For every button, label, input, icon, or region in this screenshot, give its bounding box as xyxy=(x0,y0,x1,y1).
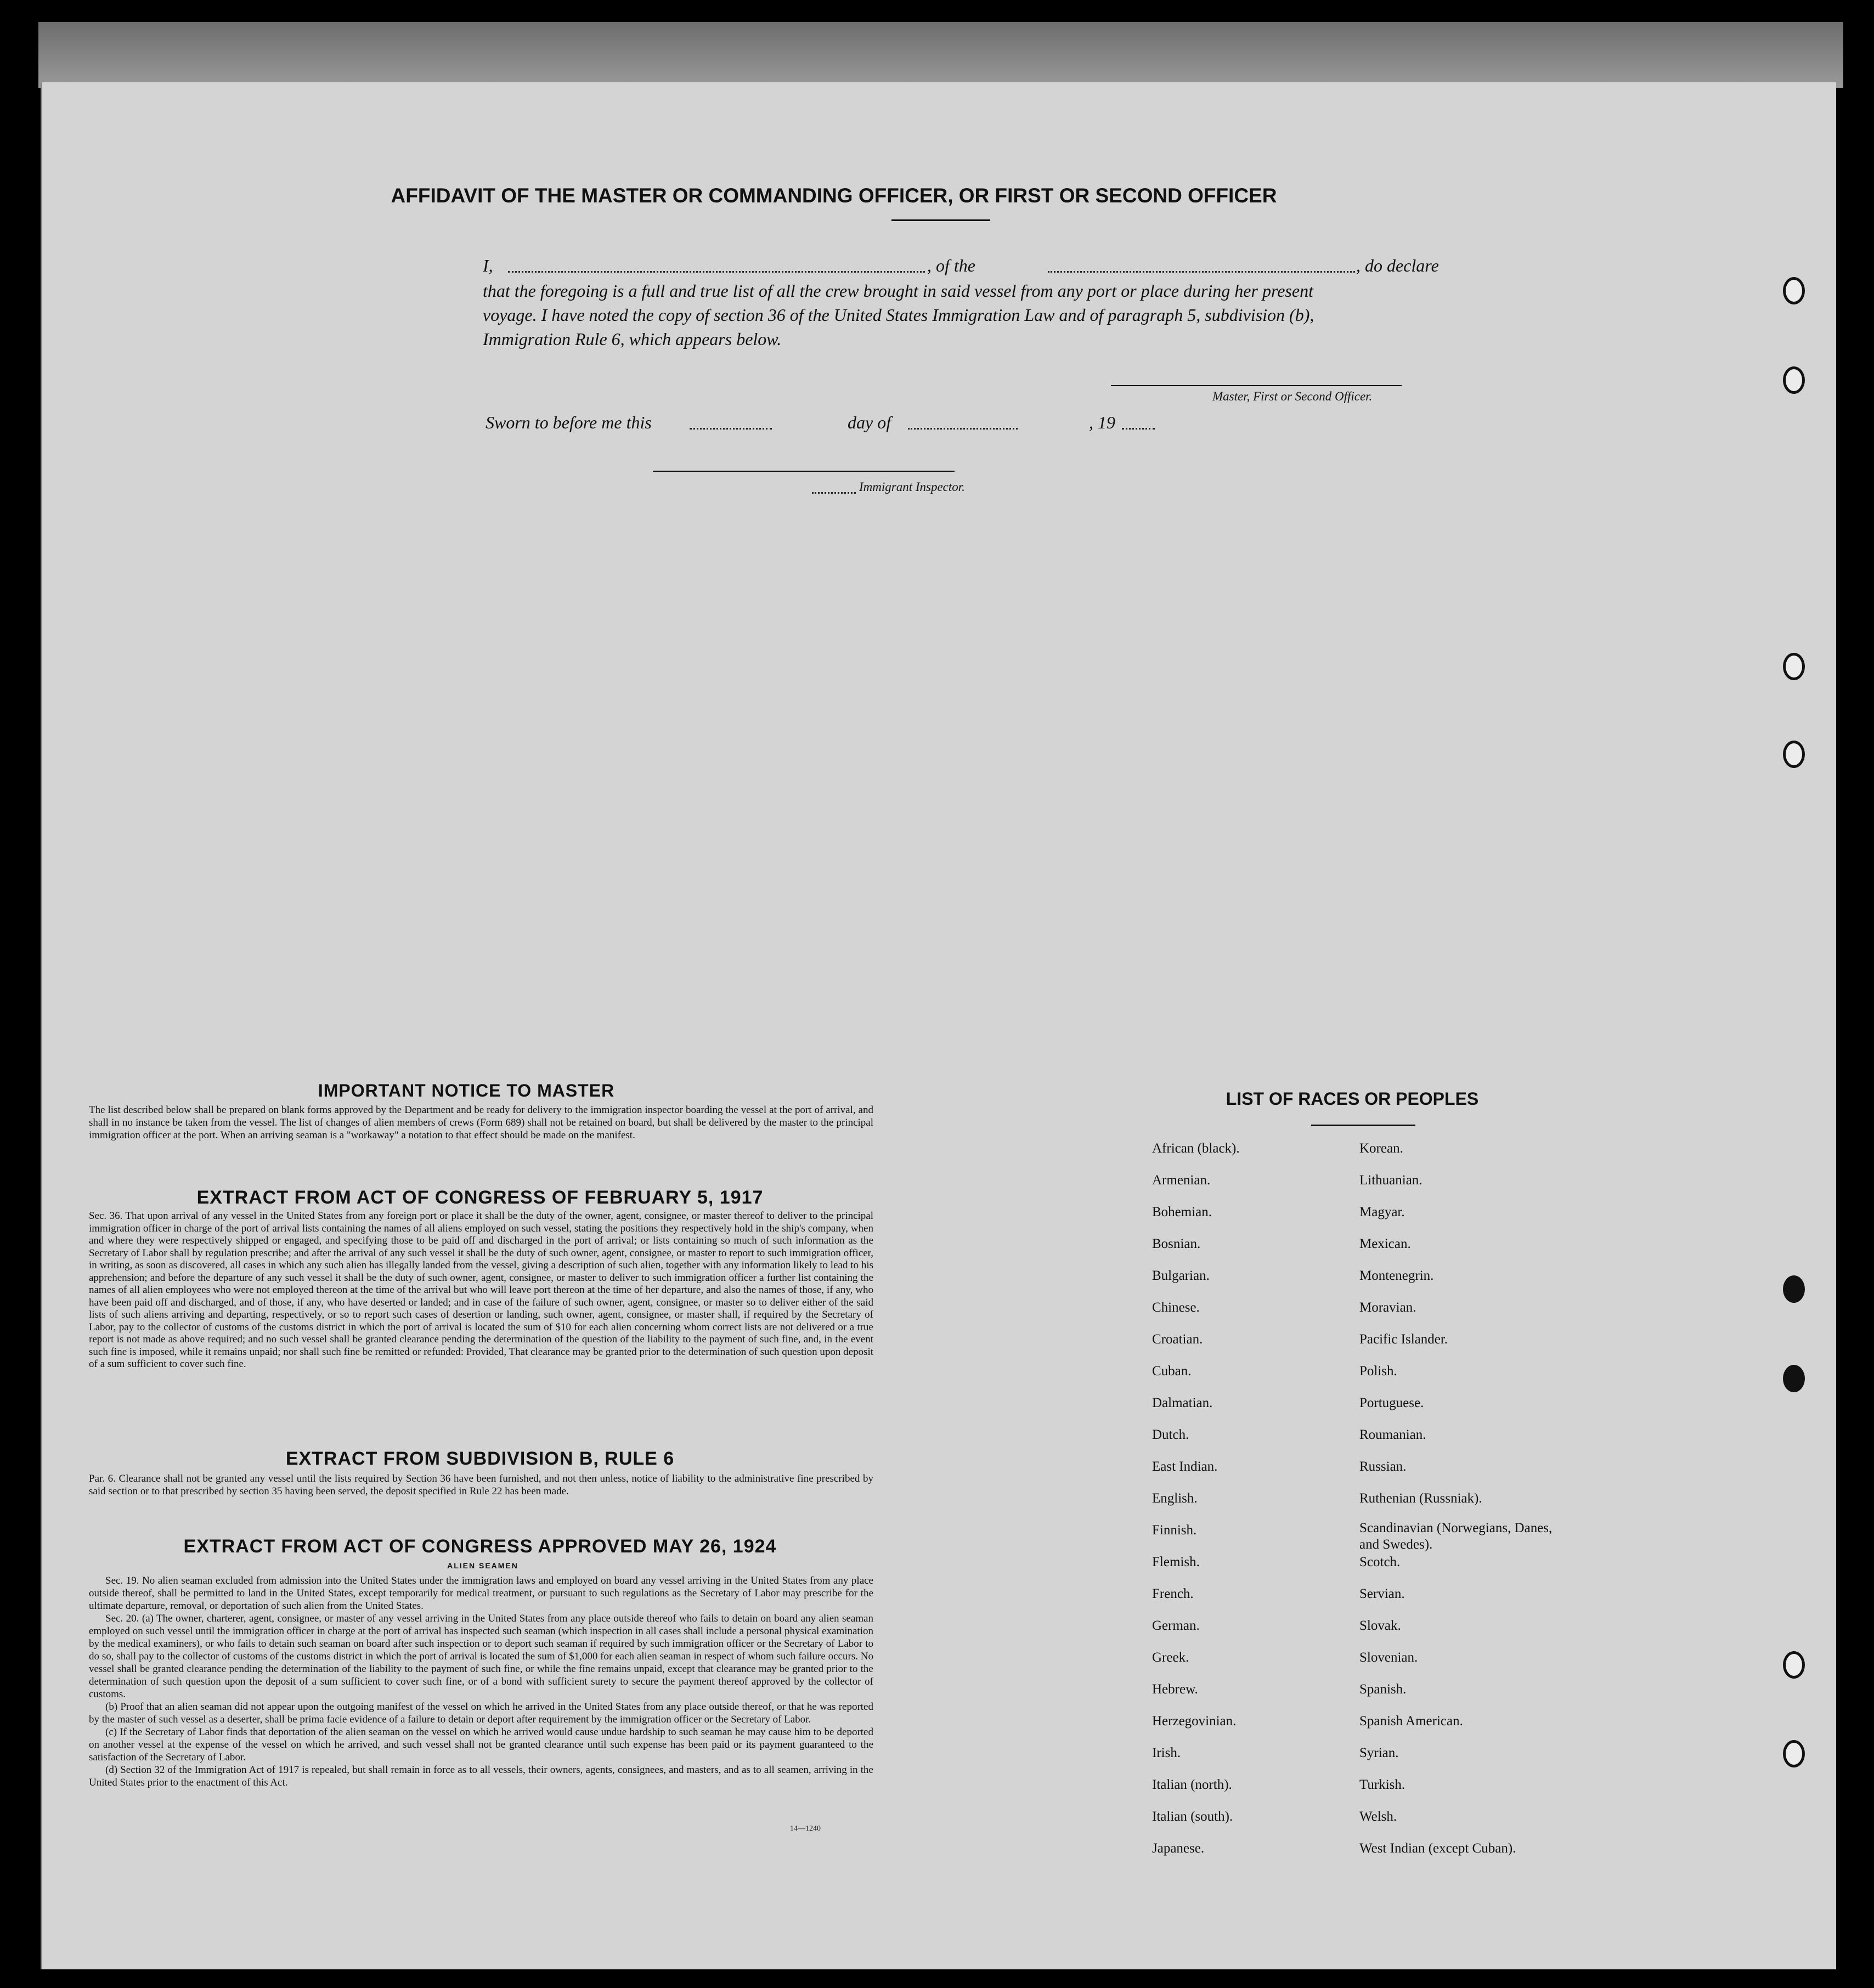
form-number: 14—1240 xyxy=(790,1825,821,1833)
punch-hole-icon xyxy=(1783,1365,1805,1392)
sworn-year-field[interactable] xyxy=(1122,428,1155,430)
master-signature-label: Master, First or Second Officer. xyxy=(1212,389,1373,403)
notice-title: IMPORTANT NOTICE TO MASTER xyxy=(318,1081,615,1100)
race-item: Russian. xyxy=(1359,1459,1407,1474)
race-item: Welsh. xyxy=(1359,1809,1397,1824)
race-item: Korean. xyxy=(1359,1141,1403,1156)
sec-20-c: (c) If the Secretary of Labor finds that deportation of the alien seaman on the vessel on which he arrived would cause undue hardship to such seaman he may cause him to be deported on another vessel at the expense of the vessel on which he arrived, and such vessel shall not be granted clearance until such expense has been paid or its payment guaranteed to the satisfaction of the Secretary of Labor. xyxy=(89,1726,873,1763)
name-field[interactable] xyxy=(508,271,925,273)
race-item: Mexican. xyxy=(1359,1236,1411,1251)
race-item: Dalmatian. xyxy=(1152,1396,1213,1410)
race-item: East Indian. xyxy=(1152,1459,1218,1474)
inspector-label-text: Immigrant Inspector. xyxy=(859,480,965,494)
punch-hole-icon xyxy=(1783,1275,1805,1303)
races-right-column xyxy=(1359,1133,1568,1865)
race-item: Turkish. xyxy=(1359,1777,1406,1792)
race-item: Scandinavian (Norwegians, Danes, and Swedes). xyxy=(1359,1521,1553,1552)
sec-19: Sec. 19. No alien seaman excluded from admission into the United States under the immigration laws and employed on board any vessel arriving in the United States from any place outside thereof, shall be permitted to land in the United States, except temporarily for medical treatment, or pursuant to such regulations as the Secretary of Labor may prescribe for the ultimate departure, removal, or deportation of such alien from the United States. xyxy=(89,1575,873,1612)
race-item: Armenian. xyxy=(1152,1173,1211,1188)
declaration-name-line xyxy=(483,253,1459,278)
extract-1917-title: EXTRACT FROM ACT OF CONGRESS OF FEBRUARY 5, 1917 xyxy=(196,1187,764,1208)
race-item: English. xyxy=(1152,1491,1198,1506)
of-the-label: , of the xyxy=(927,256,975,275)
vessel-field[interactable] xyxy=(1048,271,1355,273)
race-item: Syrian. xyxy=(1359,1746,1399,1760)
race-item: Cuban. xyxy=(1152,1364,1192,1379)
inspector-label xyxy=(812,480,965,494)
punch-hole-icon xyxy=(1783,277,1805,304)
race-item: Bohemian. xyxy=(1152,1205,1212,1219)
race-item: Pacific Islander. xyxy=(1359,1332,1448,1347)
year-label: , 19 xyxy=(1089,413,1115,432)
punch-hole-icon xyxy=(1783,741,1805,768)
race-item: Italian (south). xyxy=(1152,1809,1233,1824)
races-title: LIST OF RACES OR PEOPLES xyxy=(1226,1089,1479,1109)
race-item: Lithuanian. xyxy=(1359,1173,1423,1188)
underlying-page-edge xyxy=(38,22,1843,88)
punch-hole-icon xyxy=(1783,653,1805,680)
declaration-line-1: that the foregoing is a full and true list of all the crew brought in said vessel from any port or place during her present xyxy=(483,281,1313,301)
race-item: Bosnian. xyxy=(1152,1236,1201,1251)
race-item: Dutch. xyxy=(1152,1427,1189,1442)
race-item: Italian (north). xyxy=(1152,1777,1232,1792)
sec-20-a: Sec. 20. (a) The owner, charterer, agent, consignee, or master of any vessel arriving in the United States from any place outside thereof who fails to detain on board any alien seaman employed on such vessel until the immigration officer in charge at the port of arrival has inspected such seaman (which inspection in all cases shall include a personal physical examination by the medical examiners), or who fails to detain such seaman on board after such inspection or to deport such seaman if required by such immigration officer or the Secretary of Labor to do so, shall pay to the collector of customs of the customs district in which the port of arrival is located the sum of $1,000 for each alien seaman in respect of whom such failure occurs. No vessel shall be granted clearance pending the determination of the liability to the payment of such fine, or while the fine remains unpaid, except that clearance may be granted prior to the determination of such question upon the deposit of a sum sufficient to cover such fine, or of a bond with sufficient surety to secure the payment thereof approved by the collector of customs. xyxy=(89,1613,873,1700)
rule6-title: EXTRACT FROM SUBDIVISION B, RULE 6 xyxy=(285,1448,675,1469)
race-item: Finnish. xyxy=(1152,1523,1197,1538)
declaration-line-3: Immigration Rule 6, which appears below. xyxy=(483,329,782,349)
notice-body: The list described below shall be prepared on blank forms approved by the Department and be ready for delivery to the immigration inspector boarding the vessel at the port of arrival, and shall in no instance be taken from the vessel. The list of changes of alien members of crews (Form 689) shall not be retained on board, but shall be delivered by the master to the principal immigration officer at the port. When an arriving seaman is a "workaway" a notation to that effect should be made on the manifest. xyxy=(89,1104,873,1141)
race-item: Croatian. xyxy=(1152,1332,1203,1347)
sworn-line xyxy=(486,410,1199,434)
race-item: Servian. xyxy=(1359,1586,1405,1601)
race-item: German. xyxy=(1152,1618,1200,1633)
race-item: Chinese. xyxy=(1152,1300,1200,1315)
race-item: Herzegovinian. xyxy=(1152,1714,1237,1729)
sworn-day-field[interactable] xyxy=(690,428,772,430)
punch-hole-icon xyxy=(1783,366,1805,394)
sworn-month-field[interactable] xyxy=(908,428,1018,430)
races-title-underline xyxy=(1311,1125,1415,1126)
punch-hole-icon xyxy=(1783,1740,1805,1767)
sec-20-d: (d) Section 32 of the Immigration Act of 1917 is repealed, but shall remain in force as to all vessels, their owners, agents, consignees, and masters, and as to all seamen, arriving in the United States prior to the enactment of this Act. xyxy=(89,1764,873,1788)
punch-hole-icon xyxy=(1783,1651,1805,1679)
races-left-column xyxy=(1152,1133,1333,1865)
race-item: West Indian (except Cuban). xyxy=(1359,1841,1516,1856)
race-item: Scotch. xyxy=(1359,1555,1401,1569)
affidavit-title: AFFIDAVIT OF THE MASTER OR COMMANDING OFFICER, OR FIRST OR SECOND OFFICER xyxy=(391,184,1277,207)
race-item: Greek. xyxy=(1152,1650,1189,1665)
title-underline xyxy=(891,219,990,221)
race-item: Roumanian. xyxy=(1359,1427,1426,1442)
inspector-signature-line xyxy=(653,471,955,472)
race-item: Bulgarian. xyxy=(1152,1268,1210,1283)
master-signature-line xyxy=(1111,385,1402,386)
race-item: Slovenian. xyxy=(1359,1650,1418,1665)
race-item: Spanish. xyxy=(1359,1682,1407,1697)
race-item: Spanish American. xyxy=(1359,1714,1463,1729)
alien-seamen-subtitle: ALIEN SEAMEN xyxy=(447,1561,518,1570)
extract-1924-title: EXTRACT FROM ACT OF CONGRESS APPROVED MAY 26, 1924 xyxy=(183,1536,777,1557)
race-item: Polish. xyxy=(1359,1364,1397,1379)
rule6-body: Par. 6. Clearance shall not be granted any vessel until the lists required by Section 36 have been furnished, and not then unless, notice of liability to the administrative fine prescribed by said section or to that prescribed by section 35 having been served, the deposit specified in Rule 22 has been made. xyxy=(89,1473,873,1497)
race-item: Portuguese. xyxy=(1359,1396,1424,1410)
day-of-label: day of xyxy=(848,413,891,432)
i-label: I, xyxy=(483,256,493,275)
do-declare-label: , do declare xyxy=(1356,256,1439,275)
race-item: Slovak. xyxy=(1359,1618,1401,1633)
declaration-text xyxy=(483,279,1459,351)
race-item: Flemish. xyxy=(1152,1555,1200,1569)
extract-1924-body xyxy=(89,1574,873,1789)
race-item: Irish. xyxy=(1152,1746,1181,1760)
extract-1917-body: Sec. 36. That upon arrival of any vessel in the United States from any foreign port or place it shall be the duty of the owner, agent, consignee, or master thereof to deliver to the principal immigration officer in charge of the port of arrival lists containing the names of all aliens employed on such vessel, stating the positions they respectively hold in the ship's company, when and where they were respectively shipped or engaged, and specifying those to be paid off and discharged in the port of arrival; or lists containing so much of such information as the Secretary of Labor shall by regulation prescribe; and after the arrival of any such vessel it shall be the duty of such owner, agent, consignee, or master to report to such immigration officer, in writing, as soon as discovered, all cases in which any such alien has illegally landed from the vessel, giving a description of such alien, together with any information likely to lead to his apprehension; and before the departure of any such vessel it shall be the duty of such owner, agent, consignee, or master to deliver to such immigration officer a further list containing the names of all alien employees who were not employed thereon at the time of the arrival but who will leave port thereon at the time of her departure, and also the names of those, if any, who have been paid off and discharged, and of those, if any, who have deserted or landed; and in case of the failure of such owner, agent, consignee, or master so to deliver either of the said lists of such aliens arriving and departing, respectively, or so to report such cases of desertion or landing, such owner, agent, consignee, or master shall, if required by the Secretary of Labor, pay to the collector of customs of the customs district in which the port of arrival is located the sum of $10 for each alien concerning whom correct lists are not delivered or a true report is not made as above required; and no such vessel shall be granted clearance pending the determination of the question of the liability to the payment of such fine, and, in the event such fine is imposed, while it remains unpaid; nor shall such fine be remitted or refunded: Provided, That clearance may be granted prior to the determination of such question upon deposit of a sum sufficient to cover such fine. xyxy=(89,1210,873,1370)
race-item: French. xyxy=(1152,1586,1194,1601)
sworn-label: Sworn to before me this xyxy=(486,413,652,432)
race-item: Ruthenian (Russniak). xyxy=(1359,1491,1482,1506)
inspector-dots xyxy=(812,492,856,494)
race-item: Hebrew. xyxy=(1152,1682,1198,1697)
sec-20-b: (b) Proof that an alien seaman did not appear upon the outgoing manifest of the vessel on which he arrived in the United States from any place outside thereof, or that he was reported by the master of such vessel as a deserter, shall be prima facie evidence of a failure to detain or deport after requirement by the immigration officer or the Secretary of Labor. xyxy=(89,1701,873,1725)
race-item: African (black). xyxy=(1152,1141,1240,1156)
race-item: Japanese. xyxy=(1152,1841,1205,1856)
race-item: Montenegrin. xyxy=(1359,1268,1434,1283)
race-item: Magyar. xyxy=(1359,1205,1405,1219)
race-item: Moravian. xyxy=(1359,1300,1416,1315)
declaration-line-2: voyage. I have noted the copy of section 36 of the United States Immigration Law and of paragraph 5, subdivision (b), xyxy=(483,305,1314,325)
